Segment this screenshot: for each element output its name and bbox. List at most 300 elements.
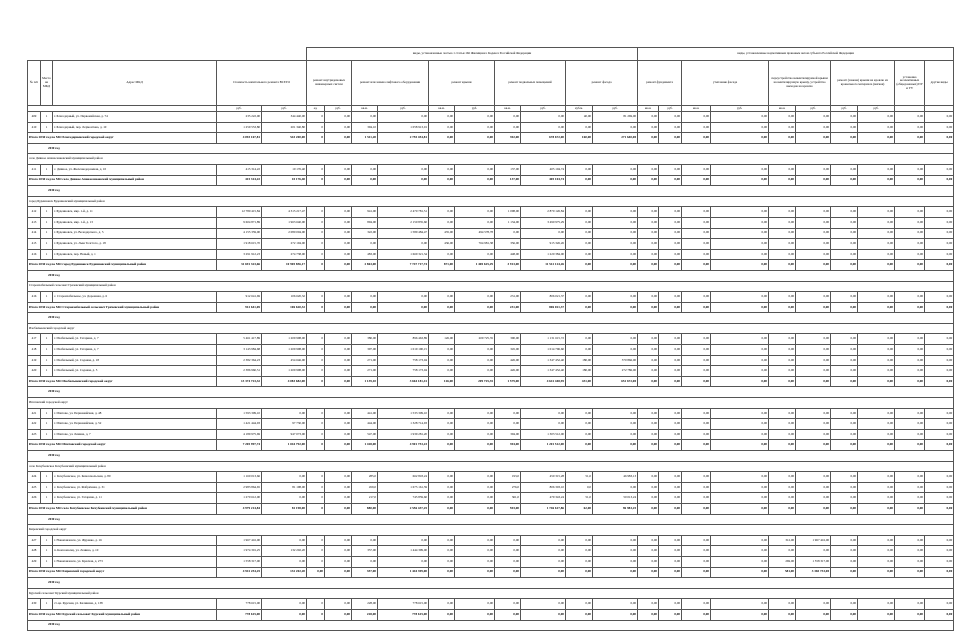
row-value: 0,00 bbox=[378, 112, 429, 123]
row-value: 0,00 bbox=[659, 239, 682, 250]
document-page bbox=[27, 47, 953, 631]
total-value: 2 863,00 bbox=[352, 260, 378, 271]
row-value: 0,00 bbox=[593, 429, 638, 440]
row-number: 419 bbox=[28, 355, 41, 366]
row-value: 0,00 bbox=[593, 122, 638, 133]
row-value: 0,00 bbox=[593, 599, 638, 610]
total-value: 0,00 bbox=[858, 567, 895, 578]
total-value: 0,00 bbox=[566, 567, 593, 578]
total-value: 3 913,00 bbox=[495, 260, 521, 271]
table-row bbox=[28, 217, 954, 228]
total-value: 0,00 bbox=[325, 503, 352, 514]
row-value: 0,00 bbox=[769, 366, 796, 377]
row-value: 0,00 bbox=[769, 292, 796, 303]
total-value: 778 615,00 bbox=[217, 609, 262, 620]
row-value: 0,00 bbox=[566, 429, 593, 440]
total-value: 4 901 753,23 bbox=[378, 440, 429, 451]
row-value: 0,00 bbox=[831, 482, 858, 493]
row-value: 0,00 bbox=[769, 164, 796, 175]
row-value: 0,00 bbox=[429, 366, 455, 377]
year-label: 2030 год bbox=[28, 578, 954, 589]
row-value: 0,00 bbox=[796, 345, 831, 356]
row-value: 0,00 bbox=[769, 472, 796, 483]
row-value: 0,00 bbox=[925, 334, 954, 345]
row-value: 0,00 bbox=[858, 419, 895, 430]
row-value: 0,00 bbox=[796, 292, 831, 303]
row-value: 0,00 bbox=[455, 217, 495, 228]
total-value: 0,00 bbox=[895, 175, 925, 186]
total-value: 0,00 bbox=[831, 440, 858, 451]
area-label: Курский сельсовет Курский муниципальный район bbox=[28, 588, 954, 599]
row-value: 1 558 317,00 bbox=[796, 556, 831, 567]
total-label: Итого 2030 год по МО Изобильненский городской округ bbox=[28, 376, 217, 387]
row-value: 271,00 bbox=[352, 366, 378, 377]
year-row bbox=[28, 313, 954, 324]
total-value: 0,00 bbox=[429, 302, 455, 313]
row-value: 0,00 bbox=[593, 556, 638, 567]
row-value: 0,00 bbox=[858, 228, 895, 239]
row-value: 0,00 bbox=[895, 334, 925, 345]
row-value: 0,00 bbox=[858, 366, 895, 377]
total-value: 126,00 bbox=[429, 376, 455, 387]
row-value: 397,00 bbox=[352, 345, 378, 356]
row-value: 0,00 bbox=[521, 122, 566, 133]
row-value: 1 347 452,40 bbox=[521, 366, 566, 377]
row-number: 413 bbox=[28, 217, 41, 228]
row-value: 426,00 bbox=[495, 366, 521, 377]
row-value: 357,00 bbox=[352, 546, 378, 557]
total-value: 1 469 625,29 bbox=[455, 260, 495, 271]
row-value: 2 386 960,51 bbox=[217, 366, 262, 377]
row-value: 0,00 bbox=[858, 164, 895, 175]
total-value: 4 979 214,84 bbox=[217, 503, 262, 514]
row-value: 0,00 bbox=[831, 164, 858, 175]
row-value: 0,00 bbox=[925, 408, 954, 419]
row-value: 0,00 bbox=[352, 535, 378, 546]
row-value: 0,00 bbox=[455, 556, 495, 567]
unit-cell: кв.м. bbox=[638, 106, 659, 112]
total-value: 231,00 bbox=[495, 302, 521, 313]
row-value: 947 073,00 bbox=[262, 429, 307, 440]
total-value: 106 620,32 bbox=[262, 302, 307, 313]
total-value: 0,00 bbox=[429, 133, 455, 144]
row-value: 0,00 bbox=[566, 164, 593, 175]
row-value: 0,00 bbox=[566, 292, 593, 303]
row-value: 435,00 bbox=[429, 228, 455, 239]
row-place: 1 bbox=[41, 112, 53, 123]
row-value: 0,00 bbox=[659, 164, 682, 175]
row-value: 0,00 bbox=[638, 164, 659, 175]
total-value: 0,00 bbox=[895, 302, 925, 313]
row-value: 894,00 bbox=[352, 217, 378, 228]
row-number: 418 bbox=[28, 345, 41, 356]
total-value: 0,00 bbox=[711, 302, 769, 313]
unit-cell: руб. bbox=[831, 106, 858, 112]
total-value: 0,00 bbox=[925, 609, 954, 620]
total-value: 0,00 bbox=[682, 175, 711, 186]
row-value: 0,00 bbox=[638, 217, 659, 228]
row-value: 0,00 bbox=[925, 292, 954, 303]
total-value: 431,00 bbox=[566, 376, 593, 387]
row-value: 0,00 bbox=[429, 429, 455, 440]
total-value: 160,00 bbox=[566, 133, 593, 144]
row-value: 0,00 bbox=[659, 355, 682, 366]
row-value: 0,00 bbox=[325, 535, 352, 546]
row-value: 2 150 835,60 bbox=[378, 217, 429, 228]
row-value: 0 bbox=[307, 345, 325, 356]
year-row bbox=[28, 514, 954, 525]
row-value: 0,00 bbox=[429, 112, 455, 123]
row-value: 0,00 bbox=[455, 535, 495, 546]
row-value: 0,00 bbox=[566, 345, 593, 356]
total-label: Итого 2030 год по МО Кировский городской округ bbox=[28, 567, 217, 578]
row-value: 758 173,04 bbox=[378, 366, 429, 377]
unit-cell: кв.м. bbox=[352, 106, 378, 112]
row-place: 1 bbox=[41, 228, 53, 239]
row-value: 0,00 bbox=[429, 355, 455, 366]
row-value: 0,00 bbox=[262, 556, 307, 567]
row-place: 1 bbox=[41, 472, 53, 483]
total-value: 0,00 bbox=[593, 609, 638, 620]
row-value: 51,0 bbox=[566, 493, 593, 504]
row-value: 0 bbox=[307, 419, 325, 430]
row-place: 1 bbox=[41, 207, 53, 218]
row-value: 454 646,00 bbox=[262, 355, 307, 366]
row-value: 0,00 bbox=[682, 493, 711, 504]
total-value: 0,00 bbox=[659, 567, 682, 578]
col-foundation: ремонт фундамента bbox=[638, 61, 682, 106]
row-value: 0,00 bbox=[325, 217, 352, 228]
row-value: 0,00 bbox=[521, 228, 566, 239]
row-value: 272 786,00 bbox=[593, 366, 638, 377]
row-value: 0,00 bbox=[831, 419, 858, 430]
row-value: 0,00 bbox=[593, 535, 638, 546]
row-value: 0,00 bbox=[682, 292, 711, 303]
row-value: 97 730,00 bbox=[262, 419, 307, 430]
row-value: 0,00 bbox=[262, 493, 307, 504]
total-value: 0,00 bbox=[659, 175, 682, 186]
total-value: 0,00 bbox=[455, 133, 495, 144]
year-label: 2030 год bbox=[28, 387, 954, 398]
unit-cell: кв.м. bbox=[682, 106, 711, 112]
total-value: 4 641 448,95 bbox=[521, 376, 566, 387]
row-value: 0,00 bbox=[455, 419, 495, 430]
row-address: г. Изобильный, ул. Садовая, д. 18 bbox=[53, 355, 217, 366]
row-value: 1 533 309,10 bbox=[378, 408, 429, 419]
row-value: 0,00 bbox=[455, 546, 495, 557]
total-value: 0,00 bbox=[682, 302, 711, 313]
row-value: 0,00 bbox=[682, 472, 711, 483]
total-value: 0 bbox=[307, 175, 325, 186]
row-value: 0,00 bbox=[858, 429, 895, 440]
row-value: 0,00 bbox=[566, 419, 593, 430]
total-value: 0,00 bbox=[796, 609, 831, 620]
row-value: 1 328 714,93 bbox=[378, 419, 429, 430]
row-value: 0,00 bbox=[711, 217, 769, 228]
row-value: 0,00 bbox=[711, 599, 769, 610]
unit-cell: куб.м. bbox=[566, 106, 593, 112]
row-value: 0,00 bbox=[711, 239, 769, 250]
row-value: 0,00 bbox=[566, 239, 593, 250]
row-place: 1 bbox=[41, 217, 53, 228]
row-number: 423 bbox=[28, 429, 41, 440]
row-value: 0,00 bbox=[895, 408, 925, 419]
total-value: 0,00 bbox=[659, 260, 682, 271]
row-value: 0,00 bbox=[325, 239, 352, 250]
row-value: 0,00 bbox=[895, 292, 925, 303]
row-value: 3 490 975,29 bbox=[521, 217, 566, 228]
unit-cell: кв.м. bbox=[495, 106, 521, 112]
row-value: 1 303 512,00 bbox=[521, 429, 566, 440]
row-value: 0,00 bbox=[325, 355, 352, 366]
row-value: 0,00 bbox=[895, 207, 925, 218]
row-value: 0,00 bbox=[659, 292, 682, 303]
row-value: 0,00 bbox=[711, 334, 769, 345]
row-number: 414 bbox=[28, 228, 41, 239]
row-value: 0,00 bbox=[831, 112, 858, 123]
row-value: 0,00 bbox=[495, 535, 521, 546]
row-number: 424 bbox=[28, 472, 41, 483]
total-value: 1 444 399,00 bbox=[378, 567, 429, 578]
table-body bbox=[28, 112, 954, 631]
row-value: 51,0 bbox=[566, 472, 593, 483]
row-value: 0,00 bbox=[593, 164, 638, 175]
row-value: 0,00 bbox=[769, 493, 796, 504]
total-value: 0,00 bbox=[352, 175, 378, 186]
row-address: г. Ипатово, ул. Первомайская, д. 52 bbox=[53, 419, 217, 430]
row-value: 1 347 452,40 bbox=[521, 355, 566, 366]
total-value: 0,00 bbox=[325, 302, 352, 313]
row-value: 0,00 bbox=[566, 546, 593, 557]
total-value: 0,00 bbox=[455, 503, 495, 514]
row-address: с. Кочубеевское, ул. Комсомольская, д. 80 bbox=[53, 472, 217, 483]
total-value: 132 202,20 bbox=[262, 567, 307, 578]
row-place: 1 bbox=[41, 535, 53, 546]
unit-cell: руб. bbox=[711, 106, 769, 112]
total-value: 0,00 bbox=[325, 175, 352, 186]
table-row bbox=[28, 429, 954, 440]
row-value: 0,00 bbox=[796, 217, 831, 228]
row-value: 941,00 bbox=[352, 207, 378, 218]
row-value: 0,00 bbox=[429, 292, 455, 303]
total-row bbox=[28, 609, 954, 620]
row-value: 0,00 bbox=[895, 228, 925, 239]
row-value: 0,00 bbox=[521, 599, 566, 610]
total-row bbox=[28, 567, 954, 578]
row-value: 0,00 bbox=[593, 546, 638, 557]
row-value: 0,00 bbox=[495, 122, 521, 133]
row-value: 9 604 871,89 bbox=[217, 217, 262, 228]
row-value: 0,00 bbox=[711, 164, 769, 175]
row-value: 0,00 bbox=[925, 546, 954, 557]
row-value: 0,00 bbox=[925, 599, 954, 610]
row-value: 0,00 bbox=[769, 429, 796, 440]
table-row bbox=[28, 599, 954, 610]
year-label: 2030 год bbox=[28, 270, 954, 281]
row-value: 106 620,32 bbox=[262, 292, 307, 303]
row-value: 370 866,00 bbox=[593, 355, 638, 366]
total-value: 11 512 124,26 bbox=[521, 260, 566, 271]
total-value: 0,00 bbox=[638, 133, 659, 144]
total-value: 81 198,00 bbox=[262, 503, 307, 514]
row-value: 0,00 bbox=[566, 334, 593, 345]
row-value: 0,00 bbox=[638, 249, 659, 260]
row-address: с. Кочубеевское, ул. Фабричная, д. 31 bbox=[53, 482, 217, 493]
total-value: 880,00 bbox=[352, 503, 378, 514]
row-value: 0,00 bbox=[325, 249, 352, 260]
total-value: 0,00 bbox=[925, 567, 954, 578]
row-value: 0,00 bbox=[682, 334, 711, 345]
row-value: 0,00 bbox=[769, 345, 796, 356]
unit-cell: кв.м. bbox=[769, 106, 796, 112]
total-value: 0,00 bbox=[325, 440, 352, 451]
row-value: 0,00 bbox=[711, 535, 769, 546]
total-value: 357,00 bbox=[352, 567, 378, 578]
row-value: 0,00 bbox=[325, 493, 352, 504]
row-value: 1 098,00 bbox=[495, 207, 521, 218]
row-value: 1 939 281,20 bbox=[378, 429, 429, 440]
total-value: 0,00 bbox=[895, 133, 925, 144]
row-value: 0 bbox=[307, 366, 325, 377]
total-value: 0,00 bbox=[352, 302, 378, 313]
total-value: 0,00 bbox=[925, 133, 954, 144]
year-label: 2030 год bbox=[28, 514, 954, 525]
row-value: 0,00 bbox=[925, 535, 954, 546]
total-value: 0,00 bbox=[925, 503, 954, 514]
table-row bbox=[28, 112, 954, 123]
row-value: 0,00 bbox=[769, 217, 796, 228]
row-value: 1 134,00 bbox=[495, 217, 521, 228]
total-value: 228,00 bbox=[352, 609, 378, 620]
row-value: 312,00 bbox=[769, 535, 796, 546]
row-number: 411 bbox=[28, 164, 41, 175]
total-value: 0,00 bbox=[455, 175, 495, 186]
row-value: 0,00 bbox=[659, 112, 682, 123]
row-value: 0,00 bbox=[925, 355, 954, 366]
row-place: 1 bbox=[41, 239, 53, 250]
row-value: 0,00 bbox=[325, 164, 352, 175]
total-value: 0 bbox=[307, 260, 325, 271]
row-value: 0,00 bbox=[429, 599, 455, 610]
table-row bbox=[28, 482, 954, 493]
row-value: 0,00 bbox=[711, 292, 769, 303]
total-value: 0,00 bbox=[429, 175, 455, 186]
row-value: 0,00 bbox=[769, 207, 796, 218]
area-label: село Кочубеевское Кочубеевский муниципальный район bbox=[28, 461, 954, 472]
total-value: 0,00 bbox=[682, 503, 711, 514]
total-row bbox=[28, 133, 954, 144]
table-row bbox=[28, 556, 954, 567]
row-value: 0,00 bbox=[895, 217, 925, 228]
total-value: 1 746 617,86 bbox=[521, 503, 566, 514]
total-row bbox=[28, 440, 954, 451]
row-value: 0,00 bbox=[638, 419, 659, 430]
row-value: 0,00 bbox=[925, 482, 954, 493]
row-value: 0,00 bbox=[895, 164, 925, 175]
row-value: 0,00 bbox=[455, 292, 495, 303]
row-value: 0,00 bbox=[325, 599, 352, 610]
area-label: Ипатовский городской округ bbox=[28, 398, 954, 409]
row-value: 0,00 bbox=[455, 482, 495, 493]
row-value: 778 615,00 bbox=[378, 599, 429, 610]
row-value: 235 222,00 bbox=[217, 112, 262, 123]
row-value: 1 669 321,34 bbox=[378, 249, 429, 260]
row-value: 1 160 013,66 bbox=[217, 472, 262, 483]
row-value: 0,00 bbox=[325, 292, 352, 303]
total-value: 0,00 bbox=[566, 609, 593, 620]
row-value: 0,00 bbox=[895, 112, 925, 123]
year-row bbox=[28, 270, 954, 281]
total-value: 1 201 512,00 bbox=[521, 440, 566, 451]
row-value: 0,00 bbox=[831, 207, 858, 218]
row-value: 0,00 bbox=[895, 429, 925, 440]
row-address: ст-ца. Курская, ул. Калинина, д. 138 bbox=[53, 599, 217, 610]
row-value: 40,00 bbox=[566, 112, 593, 123]
row-value: 0,00 bbox=[831, 493, 858, 504]
row-value: 0 bbox=[307, 239, 325, 250]
total-value: 7 747 717,74 bbox=[378, 260, 429, 271]
total-row bbox=[28, 175, 954, 186]
row-value: 0,00 bbox=[495, 408, 521, 419]
total-value: 392,00 bbox=[495, 133, 521, 144]
total-value: 0,00 bbox=[711, 503, 769, 514]
row-value: 0 bbox=[307, 292, 325, 303]
row-value: 0,00 bbox=[638, 345, 659, 356]
total-value: 0,00 bbox=[711, 260, 769, 271]
row-value: 0,00 bbox=[325, 546, 352, 557]
row-value: 0,00 bbox=[659, 334, 682, 345]
row-value: 0 bbox=[307, 546, 325, 557]
row-value: 0,00 bbox=[831, 249, 858, 260]
row-value: 1 558 317,00 bbox=[217, 556, 262, 567]
row-value: 0,00 bbox=[682, 239, 711, 250]
row-value: 0,00 bbox=[638, 472, 659, 483]
total-value: 405 104,74 bbox=[521, 175, 566, 186]
row-place: 1 bbox=[41, 429, 53, 440]
table-row bbox=[28, 408, 954, 419]
row-value: 0,00 bbox=[593, 249, 638, 260]
row-value: 0,00 bbox=[429, 472, 455, 483]
total-value: 0,00 bbox=[495, 567, 521, 578]
row-value: 4 155 359,00 bbox=[217, 228, 262, 239]
row-value: 912 641,69 bbox=[217, 292, 262, 303]
total-value: 871,00 bbox=[429, 260, 455, 271]
total-value: 1 044 792,00 bbox=[262, 440, 307, 451]
row-value: 0,00 bbox=[796, 419, 831, 430]
row-value: 0,00 bbox=[831, 292, 858, 303]
row-value: 193,0 bbox=[495, 472, 521, 483]
unit-cell: руб. bbox=[796, 106, 831, 112]
row-value: 0,00 bbox=[429, 535, 455, 546]
row-value: 0,00 bbox=[566, 408, 593, 419]
row-value: 0,00 bbox=[769, 482, 796, 493]
row-value: 0,00 bbox=[566, 599, 593, 610]
row-value: 0,00 bbox=[796, 239, 831, 250]
row-value: 0,00 bbox=[325, 472, 352, 483]
row-value: 0,00 bbox=[659, 599, 682, 610]
row-value: 0,00 bbox=[455, 408, 495, 419]
row-value: 0,00 bbox=[429, 164, 455, 175]
total-row bbox=[28, 302, 954, 313]
row-value: 0,00 bbox=[455, 355, 495, 366]
row-value: 1 675 161,59 bbox=[378, 482, 429, 493]
row-value: 0,00 bbox=[682, 207, 711, 218]
col-facade: ремонт фасада bbox=[566, 61, 638, 106]
row-value: 0,00 bbox=[682, 249, 711, 260]
total-label: Итого 2030 год по МО Староизобильный сельсовет Грачевский муниципальный район bbox=[28, 302, 217, 313]
total-value: 2 755 454,81 bbox=[378, 133, 429, 144]
row-value: 0,00 bbox=[429, 408, 455, 419]
